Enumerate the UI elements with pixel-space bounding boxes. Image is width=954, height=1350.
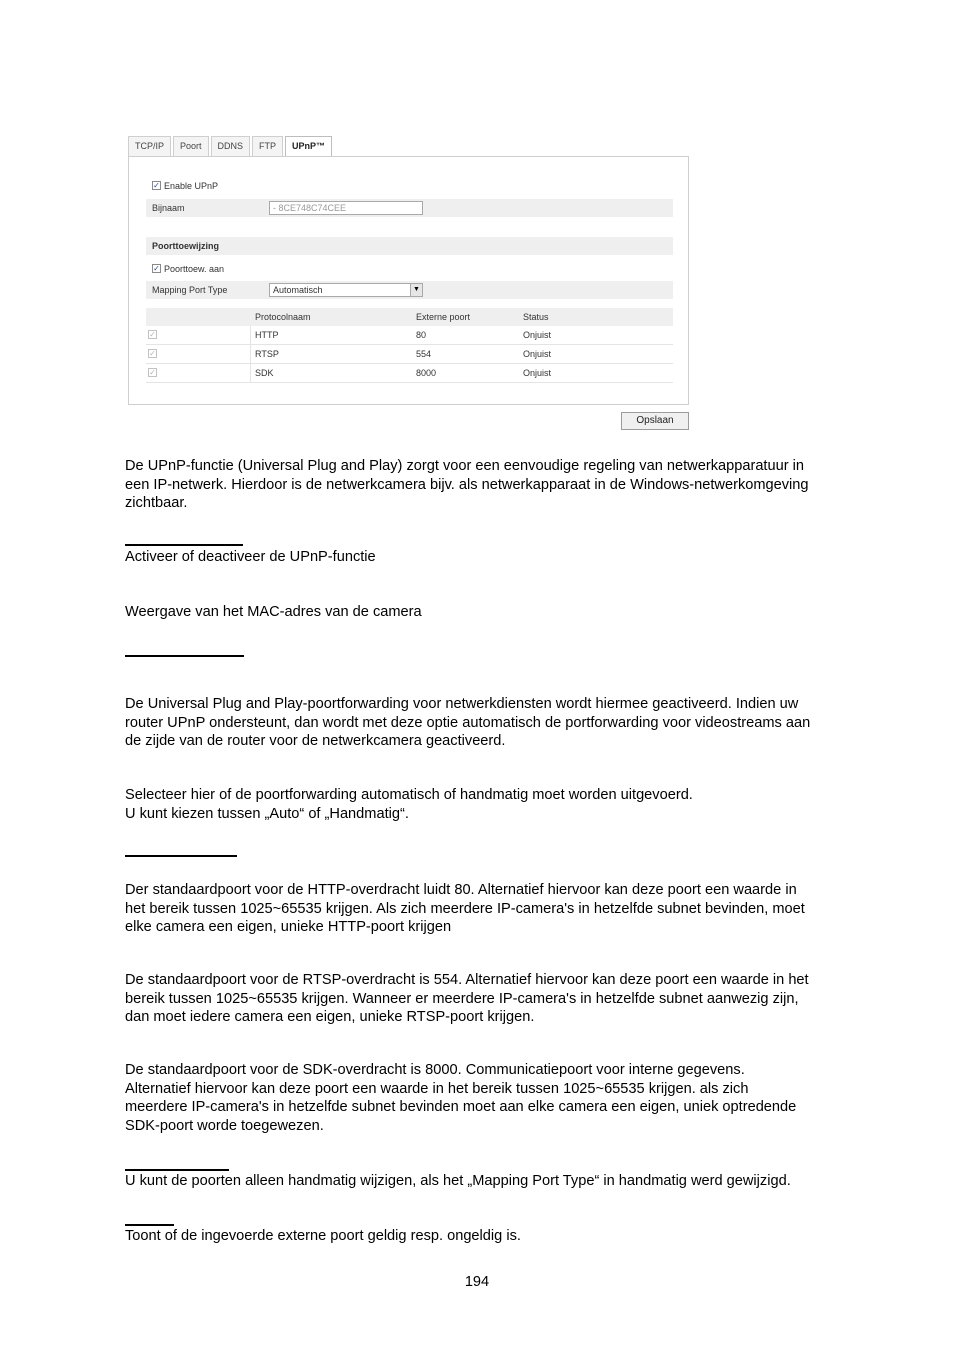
row-checkbox[interactable]: ✓: [149, 368, 156, 378]
port-cell[interactable]: 554: [416, 349, 432, 359]
status-description: Toont of de ingevoerde externe poort geldig resp. ongeldig is.: [125, 1228, 521, 1244]
row-checkbox[interactable]: ✓: [149, 349, 156, 359]
enable-upnp-row: [146, 177, 673, 195]
protocol-cell: RTSP: [255, 349, 279, 359]
heading-underline: [125, 855, 237, 857]
tab-ftp[interactable]: FTP: [252, 136, 283, 156]
mapping-type-row: [146, 281, 673, 299]
port-mapping-checkbox[interactable]: ✓: [153, 264, 160, 274]
page-number: 194: [464, 1274, 490, 1290]
external-port-description: U kunt de poorten alleen handmatig wijzigen, als het „Mapping Port Type“ in handmatig werd gewijzigd.: [125, 1173, 791, 1189]
table-row: [146, 364, 673, 383]
sdk-paragraph: De standaardpoort voor de SDK-overdracht is 8000. Communicatiepoort voor interne gegevens. Alternatief hiervoor kan deze poort een waarde in het bereik tussen 1025~65535 krijgen. als zich meerdere IP-camera's in hetzelfde subnet bevinden moet aan elke camera een eigen, uniek optredende SDK-poort worde toegewezen.: [125, 1062, 797, 1134]
mapping-type-label: Mapping Port Type: [152, 285, 228, 295]
tab-port[interactable]: Poort: [173, 136, 209, 156]
mapping-type-value: Automatisch: [273, 285, 323, 295]
tab-upnp[interactable]: UPnP™: [285, 136, 332, 157]
port-cell[interactable]: 8000: [416, 368, 437, 378]
section-title: Poorttoewijzing: [152, 241, 219, 251]
tab-tcpip[interactable]: TCP/IP: [128, 136, 171, 156]
port-mapping-enable-row: [146, 260, 673, 278]
tab-bar: [128, 136, 334, 157]
tab-ddns[interactable]: DDNS: [211, 136, 251, 156]
chevron-down-icon[interactable]: ▼: [410, 284, 422, 296]
row-checkbox[interactable]: ✓: [149, 330, 156, 340]
heading-underline: [125, 1224, 174, 1226]
mapping-type-paragraph: Selecteer hier of de poortforwarding automatisch of handmatig moet worden uitgevoerd. U kunt kiezen tussen „Auto“ of „Handmatig“.: [125, 787, 693, 822]
table-row: [146, 326, 673, 345]
mapping-type-select[interactable]: [269, 283, 423, 297]
port-forwarding-paragraph: De Universal Plug and Play-poortforwarding voor netwerkdiensten wordt hiermee geactiveerd. Indien uw router UPnP ondersteunt, dan wordt met deze optie automatisch de portforwarding voor videostreams aan de zijde van de router voor de netwerkcamera geactiveerd.: [125, 696, 811, 749]
table-row: [146, 345, 673, 364]
status-cell: Onjuist: [523, 368, 552, 378]
nickname-description: Weergave van het MAC-adres van de camera: [125, 604, 422, 620]
col-status: Status: [523, 312, 549, 322]
table-header: [146, 308, 673, 326]
port-cell[interactable]: 80: [416, 330, 427, 340]
heading-underline: [125, 544, 243, 546]
protocol-cell: HTTP: [255, 330, 279, 340]
protocol-cell: SDK: [255, 368, 274, 378]
status-cell: Onjuist: [523, 330, 552, 340]
save-button[interactable]: Opslaan: [621, 412, 689, 430]
rtsp-paragraph: De standaardpoort voor de RTSP-overdracht is 554. Alternatief hiervoor kan deze poort een waarde in het bereik tussen 1025~65535 krijgen. Wanneer er meerdere IP-camera's in hetzelfde subnet aanwezig zijn, dan moet iedere camera een eigen, unieke RTSP-poort krijgen.: [125, 972, 809, 1025]
http-paragraph: Der standaardpoort voor de HTTP-overdracht luidt 80. Alternatief hiervoor kan deze poort een waarde in het bereik tussen 1025~65535 krijgen. Als zich meerdere IP-camera's in hetzelfde subnet bevinden, moet elke camera een eigen, unieke HTTP-poort krijgen: [125, 882, 805, 935]
nickname-label: Bijnaam: [152, 203, 185, 213]
status-cell: Onjuist: [523, 349, 552, 359]
col-protocol: Protocolnaam: [255, 312, 311, 322]
nickname-row: [146, 199, 673, 217]
intro-paragraph: De UPnP-functie (Universal Plug and Play) zorgt voor een eenvoudige regeling van netwerkapparatuur in een IP-netwerk. Hierdoor is de netwerkcamera bijv. als netwerkapparaat in de Windows-netwerkomgeving zichtbaar.: [125, 458, 809, 511]
heading-underline: [125, 655, 244, 657]
heading-underline: [125, 1169, 229, 1171]
enable-description: Activeer of deactiveer de UPnP-functie: [125, 549, 376, 565]
nickname-input[interactable]: - 8CE748C74CEE: [269, 201, 423, 215]
col-external-port: Externe poort: [416, 312, 471, 322]
enable-upnp-checkbox[interactable]: ✓: [153, 181, 160, 191]
enable-upnp-label: Enable UPnP: [164, 181, 219, 191]
port-mapping-section: [146, 237, 673, 255]
port-mapping-label: Poorttoew. aan: [164, 264, 225, 274]
